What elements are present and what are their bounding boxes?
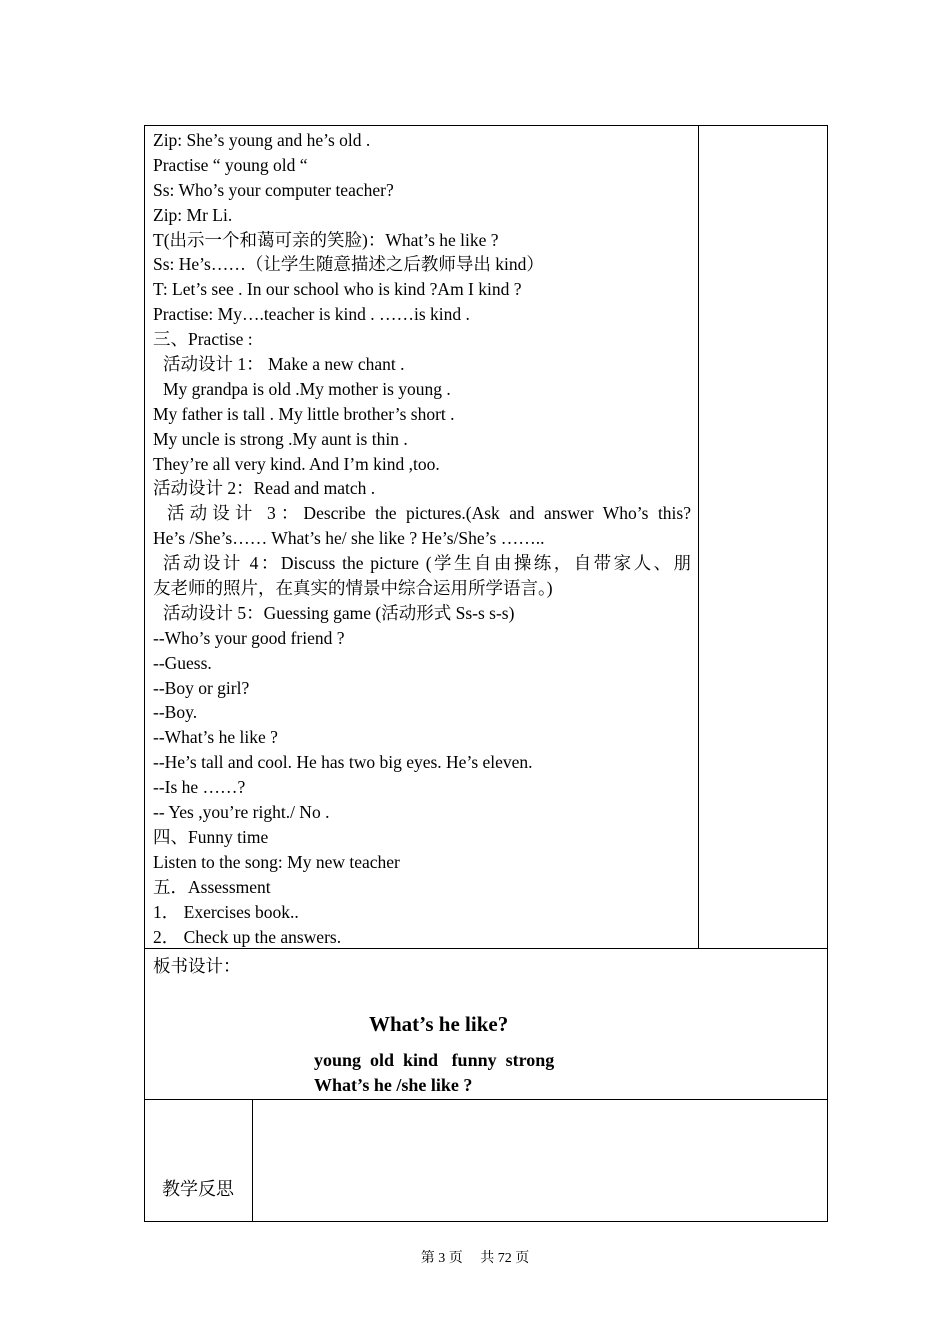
lesson-line: --What’s he like ? [153, 727, 278, 748]
lesson-line: --Boy. [153, 702, 198, 723]
lesson-line: 五．Assessment [153, 876, 271, 897]
lesson-line: Zip: Mr Li. [153, 204, 233, 225]
lesson-line: 活动设计 1： Make a new chant . [163, 354, 405, 375]
lesson-line: T: Let’s see . In our school who is kind ?Am I kind ? [153, 279, 522, 300]
lesson-line: 四、Funny time [153, 826, 269, 847]
board-design-label: 板书设计： [153, 956, 241, 976]
lesson-line: Listen to the song: My new teacher [153, 851, 400, 872]
lesson-line: My uncle is strong .My aunt is thin . [153, 428, 408, 449]
lesson-line: Practise: My….teacher is kind . ……is kind . [153, 304, 470, 325]
lesson-line: 活动设计 4：Discuss the picture (学生自由操练，自带家人、朋 [163, 553, 691, 574]
teaching-process-row [145, 126, 827, 949]
lesson-line: --He’s tall and cool. He has two big eyes. He’s eleven. [153, 752, 533, 773]
teaching-process-text [153, 128, 691, 949]
lesson-line: 活动设计 3：Describe the pictures.(Ask and answer Who’s this? [167, 503, 691, 524]
lesson-line: --Is he ……? [153, 777, 246, 798]
lesson-line: They’re all very kind. And I’m kind ,too. [153, 453, 440, 474]
reflection-row [145, 1100, 827, 1221]
lesson-line: 活动设计 5：Guessing game (活动形式 Ss-s s-s) [163, 602, 515, 623]
board-vocabulary: young old kind funny strong [314, 1050, 555, 1070]
notes-column [698, 126, 829, 948]
lesson-line: 活动设计 2：Read and match . [153, 478, 376, 499]
page-footer: 第 3 页 共 72 页 [420, 1251, 530, 1266]
board-sentence-pattern: What’s he /she like ? [314, 1075, 473, 1095]
lesson-line: He’s /She’s…… What’s he/ she like ? He’s/She’s …….. [153, 528, 545, 549]
lesson-line: 1． Exercises book.. [153, 901, 299, 922]
lesson-line: 2． Check up the answers. [153, 926, 342, 947]
lesson-line: My father is tall . My little brother’s short . [153, 403, 455, 424]
lesson-line: --Guess. [153, 652, 212, 673]
lesson-line: 三、Practise : [153, 329, 253, 350]
reflection-label: 教学反思 [162, 1179, 234, 1199]
lesson-line: My grandpa is old .My mother is young . [163, 378, 451, 399]
lesson-plan-table [144, 125, 828, 1222]
lesson-line: 友老师的照片，在真实的情景中综合运用所学语言。) [153, 578, 553, 599]
board-design-row [145, 949, 827, 1100]
lesson-line: Practise “ young old “ [153, 154, 308, 175]
lesson-line: Zip: She’s young and he’s old . [153, 130, 371, 150]
lesson-line: -- Yes ,you’re right./ No . [153, 802, 330, 823]
lesson-line: --Boy or girl? [153, 677, 250, 698]
board-title: What’s he like? [369, 1012, 509, 1036]
reflection-label-cell [145, 1100, 253, 1221]
lesson-line: T(出示一个和蔼可亲的笑脸)：What’s he like ? [153, 229, 499, 250]
lesson-line: Ss: He’s……（让学生随意描述之后教师导出 kind） [153, 254, 544, 275]
lesson-line: Ss: Who’s your computer teacher? [153, 179, 394, 200]
lesson-line: --Who’s your good friend ? [153, 627, 345, 648]
